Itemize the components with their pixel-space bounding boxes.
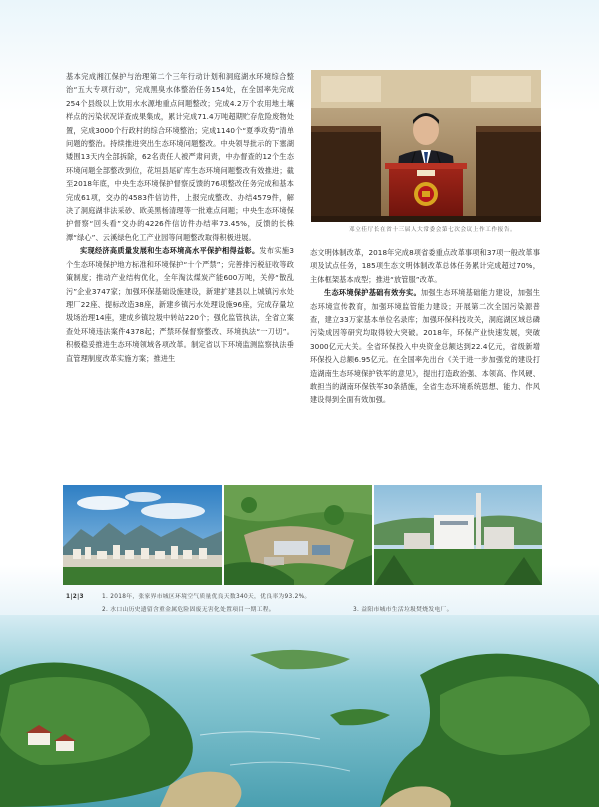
left-paragraph-2-body: 发布实施3个生态环境保护地方标准和环境保护“十个严禁”；完善排污税征收等政策制度；推动产业结构优化，全年淘汰煤炭产能600万吨，关停“散乱污”企业3747家；加强环保基础设施建设，新建扩建县以上城镇污水处理厂22座、提标改造38座，新建乡镇污水处理设施96座，完成存量垃圾场治理14座，建成乡镇垃圾中转站220个；强化监管执法，全省立案查处环境违法案件4378起；严禁环保督察整改、环境执法“一刀切”。积极稳妥推进生态环境领域各项改革。制定省以下环境监测监察执法垂直管理制度改革实施方案；推进生 bbox=[66, 246, 294, 363]
right-paragraph-2-body: 加强生态环境基础能力建设，加强生态环境宣传教育，加强环境监管能力建设；开展第二次全国污染源普查，建立33万家基本单位名录库；加强环保科技攻关，洞庭湖区域总磷污染成因等研究均取得较大突破。2018年，环保产业快速发展，突破3000亿元大关。全省环保投入中央资金总额达到22.4亿元，省级新增环保投入总额6.95亿元。在全国率先出台《关于进一步加强党的建设打造湖南生态环境保护铁军的意见》，提出打造政治强、本领高、作风硬、敢担当的湖南环保铁军30条措施，全省生态环境系统思想、能力、作风建设得到全面有效加强。 bbox=[310, 288, 540, 405]
left-paragraph-2 bbox=[66, 244, 294, 365]
right-paragraph-2-lead: 生态环境保护基础有效夯实。 bbox=[324, 288, 421, 298]
photo-yiyang-power-plant bbox=[374, 485, 542, 585]
photo-shuikoushan-disposal-site bbox=[224, 485, 372, 585]
caption-photo-3: 3. 益阳市城市生活垃圾焚烧发电厂。 bbox=[353, 607, 453, 613]
right-text-column bbox=[310, 246, 540, 407]
photo-main-caption: 邓立佳厅长在省十三届人大常委会第七次会议上作工作报告。 bbox=[349, 227, 517, 233]
photo-zhangjiajie-city bbox=[63, 485, 222, 585]
photo-industrial-site-illustration bbox=[224, 485, 372, 585]
lake-islands-illustration bbox=[0, 615, 599, 807]
left-paragraph-1: 基本完成湘江保护与治理第二个三年行动计划和洞庭湖水环境综合整治“五大专项行动”，完成黑臭水体整治任务154处，在全国率先完成254个县级以上饮用水水源地重点问题整改；完成4.2万个农用地土壤样点的污染状况详查成果集成，累计完成71.4万吨超期贮存危险废物处置，完成3000个行政村的综合环境整治；完成1140个“夏季攻势”清单问题的整治。持续推进突出生态环境问题整改。中央领导批示的下塞湖矮围13天内全部拆除，62名责任人被严肃问责，中办督查的12个生态环境问题全部整改到位，花垣县尾矿库生态环境问题整改有效推进；截至2018年底，中央生态环境保护督察反馈的76项整改任务完成和基本完成61项，交办的4583件信访件，上报完成整改、办结4579件，解决了洞庭湖非法采砂、欧美黑杨清理等一批难点问题；中央生态环境保护督察“回头看”交办的4226件信访件办结率73.45%，反馈的长株潭“绿心”、云溪绿色化工产业园等问题整改取得积极进展。 bbox=[66, 72, 294, 242]
left-paragraph-2-lead: 实现经济高质量发展和生态环境高水平保护相得益彰。 bbox=[80, 246, 260, 256]
photo-plant-illustration bbox=[374, 485, 542, 585]
right-paragraph-2 bbox=[310, 286, 540, 407]
photo-speaker-at-podium bbox=[311, 70, 541, 222]
photo-speaker-illustration bbox=[311, 70, 541, 222]
right-paragraph-1: 态文明体制改革，2018年完成8项省委重点改革事项和37项一般改革事项及试点任务，185项生态文明体制改革总体任务累计完成超过70%，主体框架基本成型；推进“放管服”改革。 bbox=[310, 248, 540, 284]
photo-city-mountains-illustration bbox=[63, 485, 222, 585]
caption-photo-1: 1. 2018年，张家界市城区环境空气质量优良天数340天，优良率为93.2%。 bbox=[102, 594, 311, 600]
caption-photo-2: 2. 水口山历史遗留含重金属危险固废无害化处置项目一期工程。 bbox=[102, 607, 275, 613]
decorative-lake-islands bbox=[0, 615, 599, 807]
left-text-column bbox=[66, 70, 294, 365]
caption-number-markers: 1|2|3 bbox=[66, 594, 84, 600]
